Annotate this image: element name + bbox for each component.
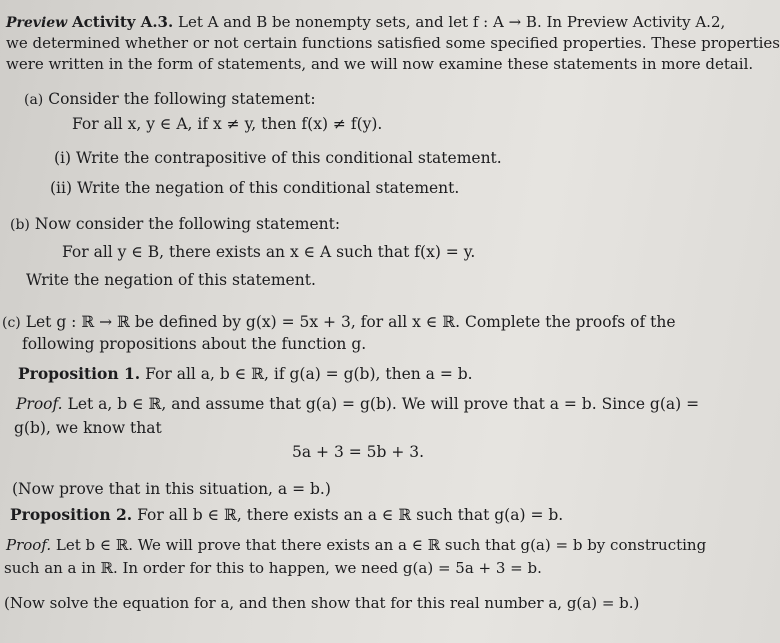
preview-line-2: we determined whether or not certain functions satisfied some specified properties. These properties — [6, 34, 780, 52]
part-b-intro: Now consider the following statement: — [34, 215, 341, 233]
prop1-label: Proposition 1. — [18, 364, 141, 383]
part-c-label: (c) — [2, 315, 21, 331]
proposition-1 — [18, 364, 473, 384]
part-a-label: (a) — [24, 92, 44, 108]
item-ii-text: Write the negation of this conditional statement. — [76, 179, 460, 197]
preview-label: Preview — [6, 15, 68, 31]
prop1-text: For all a, b ∈ ℝ, if g(a) = g(b), then a = b. — [145, 365, 473, 383]
part-a-item-i — [54, 148, 502, 168]
preview-line-1 — [6, 12, 725, 33]
part-b-statement: For all y ∈ B, there exists an x ∈ A such that f(x) = y. — [62, 243, 476, 261]
note-1: (Now prove that in this situation, a = b.) — [12, 480, 331, 498]
item-i-text: Write the contrapositive of this conditional statement. — [76, 149, 502, 167]
item-ii-label: (ii) — [50, 179, 73, 197]
part-c-line-2: following propositions about the function g. — [22, 335, 367, 353]
part-a-intro-line — [24, 89, 316, 110]
proof-1-line-1 — [16, 394, 699, 414]
part-b-label: (b) — [10, 217, 30, 233]
proof-1-line-2: g(b), we know that — [14, 419, 162, 437]
proof-2-line-1 — [6, 535, 706, 555]
part-c-line-1 — [2, 312, 676, 333]
proof-2-line-2: such an a in ℝ. In order for this to happen, we need g(a) = 5a + 3 = b. — [4, 559, 542, 577]
proposition-2 — [10, 505, 563, 525]
preview-text-1: Let A and B be nonempty sets, and let f : A → B. In Preview Activity A.2, — [178, 13, 726, 31]
part-a-statement: For all x, y ∈ A, if x ≠ y, then f(x) ≠ f(y). — [72, 115, 383, 133]
part-a-item-ii — [50, 178, 459, 198]
note-2: (Now solve the equation for a, and then show that for this real number a, g(a) = b.) — [4, 594, 640, 612]
activity-title: Activity A.3. — [72, 13, 174, 31]
part-b-intro-line — [10, 214, 340, 235]
proof1-text-1: Let a, b ∈ ℝ, and assume that g(a) = g(b). We will prove that a = b. Since g(a) = — [67, 395, 700, 413]
proof1-label: Proof. — [16, 395, 63, 413]
prop2-text: For all b ∈ ℝ, there exists an a ∈ ℝ such that g(a) = b. — [137, 506, 564, 524]
proof2-label: Proof. — [6, 536, 52, 554]
prop2-label: Proposition 2. — [10, 505, 133, 524]
part-c-text-1: Let g : ℝ → ℝ be defined by g(x) = 5x + 3, for all x ∈ ℝ. Complete the proofs of the — [25, 313, 676, 331]
part-a-intro: Consider the following statement: — [48, 90, 316, 108]
proof2-text-1: Let b ∈ ℝ. We will prove that there exists an a ∈ ℝ such that g(a) = b by constructing — [55, 536, 707, 554]
preview-line-3: were written in the form of statements, and we will now examine these statements in more detail. — [6, 55, 754, 73]
display-equation: 5a + 3 = 5b + 3. — [292, 443, 425, 461]
item-i-label: (i) — [54, 149, 72, 167]
part-b-task: Write the negation of this statement. — [26, 271, 316, 289]
